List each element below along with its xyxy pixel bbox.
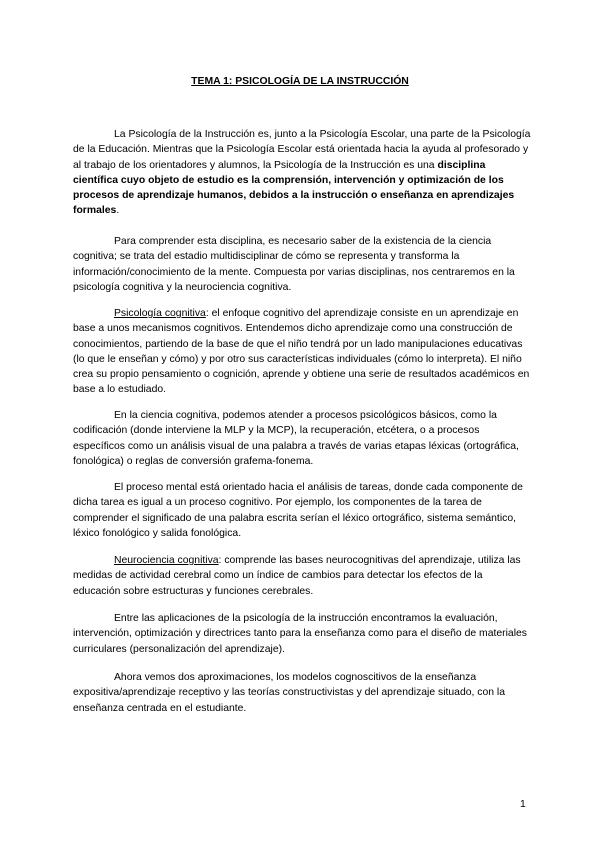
paragraph-approaches: Ahora vemos dos aproximaciones, los modelos cognoscitivos de la enseñanza expositiva/aprendizaje receptivo y las teorías constructivistas y del aprendizaje situado, con la enseñanza centrada en el estudiante. <box>73 672 506 714</box>
term-cognitive-psychology: Psicología cognitiva <box>114 308 206 319</box>
page-number: 1 <box>520 799 526 810</box>
paragraph-cognitive-science: Para comprender esta disciplina, es necesario saber de la existencia de la ciencia cognitiva; se trata del estadio multidisciplinar de cómo se representa y transforma la información/conocimiento de la mente. Compuesta por varias disciplinas, nos centraremos en la psicología cognitiva y la neurociencia cognitiva. <box>73 236 515 293</box>
paragraph-cognitive-psychology <box>73 306 531 398</box>
paragraph-text: La Psicología de la Instrucción es, junto a la Psicología Escolar, una parte de la Psicología de la Educación. Mientras que la Psicología Escolar está orientada hacia la ayuda al profesorado y al trabajo de los orientadores y alumnos, la Psicología de la Instrucción es una <box>73 129 531 171</box>
paragraph-task-analysis: El proceso mental está orientado hacia el análisis de tareas, donde cada componente de dicha tarea es igual a un proceso cognitivo. Por ejemplo, los componentes de la tarea de comprender el significado de una palabra escrita serían el léxico ortográfico, sistema semántico, léxico fonológico y salida fonológica. <box>73 482 523 539</box>
paragraph-cognitive-neuroscience <box>73 553 531 599</box>
definition-bold-text: disciplina científica cuyo objeto de estudio es la comprensión, intervención y optimización de los procesos de aprendizaje humanos, debidos a la instrucción o enseñanza en aprendizajes formales <box>73 159 515 217</box>
paragraph-intro <box>73 127 531 219</box>
document-title: TEMA 1: PSICOLOGÍA DE LA INSTRUCCIÓN <box>191 76 409 87</box>
paragraph-applications: Entre las aplicaciones de la psicología de la instrucción encontramos la evaluación, intervención, optimización y directrices tanto para la enseñanza como para el diseño de materiales curriculares (personalización del aprendizaje). <box>73 613 527 655</box>
term-cognitive-neuroscience: Neurociencia cognitiva <box>114 555 219 566</box>
paragraph-text: : el enfoque cognitivo del aprendizaje consiste en un aprendizaje en base a unos mecanismos cognitivos. Entendemos dicho aprendizaje como una construcción de conocimientos, partiendo de la base de que el niño tendrá por un lado manipulaciones educativas (lo que le enseñan y cómo) y por otro sus características individuales (cómo lo interpreta). El niño crea su propio pensamiento o cognición, aprende y obtiene una serie de resultados académicos en base a lo estudiado. <box>73 308 530 396</box>
paragraph-text: : comprende las bases neurocognitivas del aprendizaje, utiliza las medidas de actividad cerebral como un índice de cambios para detectar los efectos de la educación sobre estructuras y funciones cerebrales. <box>73 555 521 597</box>
paragraph-processes: En la ciencia cognitiva, podemos atender a procesos psicológicos básicos, como la codificación (donde interviene la MLP y la MCP), la recuperación, etcétera, o a procesos específicos como un análisis visual de una palabra a través de varias etapas léxicas (ortográfica, fonológica) o reglas de conversión grafema-fonema. <box>73 410 519 467</box>
paragraph-text: . <box>116 205 120 217</box>
